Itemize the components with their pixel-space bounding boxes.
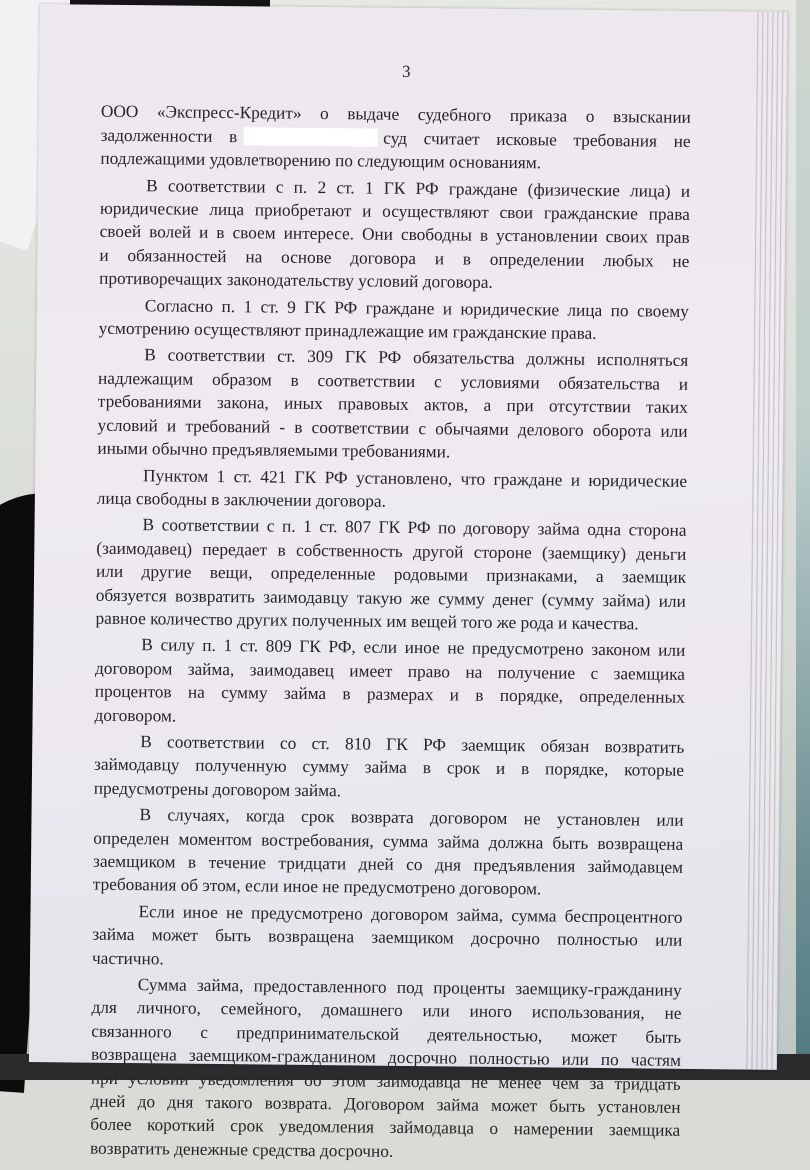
text-line: подлежащими удовлетворению по следующим основаниям. bbox=[100, 148, 542, 173]
document-page bbox=[29, 4, 788, 1161]
text-line: равное количество других полученных им вещей того же рода и качества. bbox=[95, 608, 639, 634]
paragraph-gk-art309 bbox=[97, 343, 688, 466]
text-line: В соответствии с п. 1 ст. 807 ГК РФ по договору займа одна сторона bbox=[142, 515, 687, 541]
text-line: возвращена заемщиком-гражданином досрочно полностью или по частям bbox=[90, 1044, 682, 1071]
text-line: юридические лица приобретают и осуществляют свои гражданские права bbox=[99, 198, 690, 224]
text-line: Согласно п. 1 ст. 9 ГК РФ граждане и юридические лица по своему bbox=[144, 295, 689, 321]
document-body bbox=[90, 57, 692, 1169]
paragraph-gk-art9 bbox=[99, 293, 689, 346]
text-line: лица свободны в заключении договора. bbox=[96, 488, 387, 511]
text-line: для личного, семейного, домашнего или иного использования, не bbox=[91, 998, 682, 1024]
text-line: или другие вещи, определенные родовыми признаками, а заемщик bbox=[95, 561, 687, 588]
text-line: договором. bbox=[94, 705, 177, 726]
text-line: В силу п. 1 ст. 809 ГК РФ, если иное не предусмотрено законом или bbox=[141, 635, 686, 661]
text-line: иными обычно предъявляемыми требованиями. bbox=[97, 438, 451, 462]
text-line: договором займа, заимодавец имеет право на получение с заемщика bbox=[94, 658, 686, 684]
text-line: займодавцу полученную сумму займа в срок и в порядке, которые bbox=[93, 755, 685, 781]
text-line: более короткий срок уведомления займодавца о намерении заемщика bbox=[90, 1115, 681, 1141]
text-line: предусмотрены договором займа. bbox=[93, 778, 342, 801]
paragraph-return-term bbox=[93, 803, 684, 903]
page-number: 3 bbox=[401, 61, 411, 81]
text-line: Если иное не предусмотрено договором займа, сумма беспроцентного bbox=[138, 901, 683, 927]
text-line: (заимодавец) передает в собственность другой стороне (заемщику) деньги bbox=[96, 538, 687, 564]
text-line: В соответствии со ст. 810 ГК РФ заемщик обязан возвратить bbox=[140, 732, 685, 757]
text-line: В соответствии с п. 2 ст. 1 ГК РФ граждане (физические лица) и bbox=[146, 175, 691, 201]
text-line: при условии уведомления об этом займодавца не менее чем за тридцать bbox=[90, 1068, 681, 1094]
text-line: и обязанностей на основе договора и в определении любых не bbox=[99, 245, 690, 271]
paragraph-intro bbox=[100, 100, 691, 176]
text-line: надлежащим образом в соответствии с условиями обязательства и bbox=[98, 368, 689, 394]
text-fragment: задолженности в bbox=[100, 125, 238, 146]
text-line: заемщиком в течение тридцати дней со дня предъявления займодавцем bbox=[92, 851, 684, 877]
paragraph-interest-free-loan bbox=[92, 899, 683, 975]
text-line: связанного с предпринимательской деятельностью, может быть bbox=[91, 1021, 682, 1047]
text-line: требования об этом, если иное не предусмотрено договором. bbox=[92, 875, 542, 899]
redaction-box bbox=[243, 127, 377, 146]
paragraph-early-repayment bbox=[90, 973, 682, 1166]
text-line: дней до дня такого возврата. Договором займа может быть установлен bbox=[90, 1091, 681, 1117]
paragraph-gk-art809 bbox=[94, 633, 685, 733]
text-line: своей волей и в своем интересе. Они свободны в установлении своих прав bbox=[99, 222, 690, 248]
background-right-strip bbox=[796, 0, 810, 1080]
text-line: Пунктом 1 ст. 421 ГК РФ установлено, что граждане и юридические bbox=[142, 465, 688, 491]
paragraph-gk-art1 bbox=[99, 173, 690, 296]
text-line: требованиями закона, иных правовых актов, а при отсутствии таких bbox=[97, 391, 688, 418]
text-line: определен моментом востребования, сумма займа должна быть возвращена bbox=[93, 828, 684, 854]
text-line: процентов на сумму займа в размерах и в порядке, определенных bbox=[94, 681, 685, 708]
paragraph-gk-art810 bbox=[94, 730, 685, 806]
text-line: Сумма займа, предоставленного под проценты заемщику-гражданину bbox=[137, 975, 682, 1000]
text-line: В случаях, когда срок возврата договором не установлен или bbox=[139, 805, 684, 831]
text-line: противоречащих законодательству условий договора. bbox=[99, 268, 493, 293]
text-line: В соответствии ст. 309 ГК РФ обязательства должны исполняться bbox=[144, 345, 689, 371]
paragraph-gk-art807 bbox=[95, 513, 686, 636]
text-line: условий и требований - в соответствии с обычаями делового оборота или bbox=[97, 415, 688, 441]
text-line: ООО «Экспресс-Кредит» о выдаче судебного приказа о взыскании bbox=[100, 102, 691, 128]
text-fragment: суд считает исковые требования не bbox=[383, 128, 691, 151]
text-line: усмотрению осуществляют принадлежащие им гражданские права. bbox=[98, 318, 597, 343]
paragraph-gk-art421 bbox=[97, 463, 687, 516]
text-line: займа может быть возвращена заемщиком досрочно полностью или bbox=[92, 924, 683, 951]
text-line: частично. bbox=[91, 948, 164, 969]
text-line: возвратить денежные средства досрочно. bbox=[89, 1138, 394, 1161]
text-line: обязуется возвратить заимодавцу такую же сумму денег (сумму займа) или bbox=[95, 585, 686, 611]
